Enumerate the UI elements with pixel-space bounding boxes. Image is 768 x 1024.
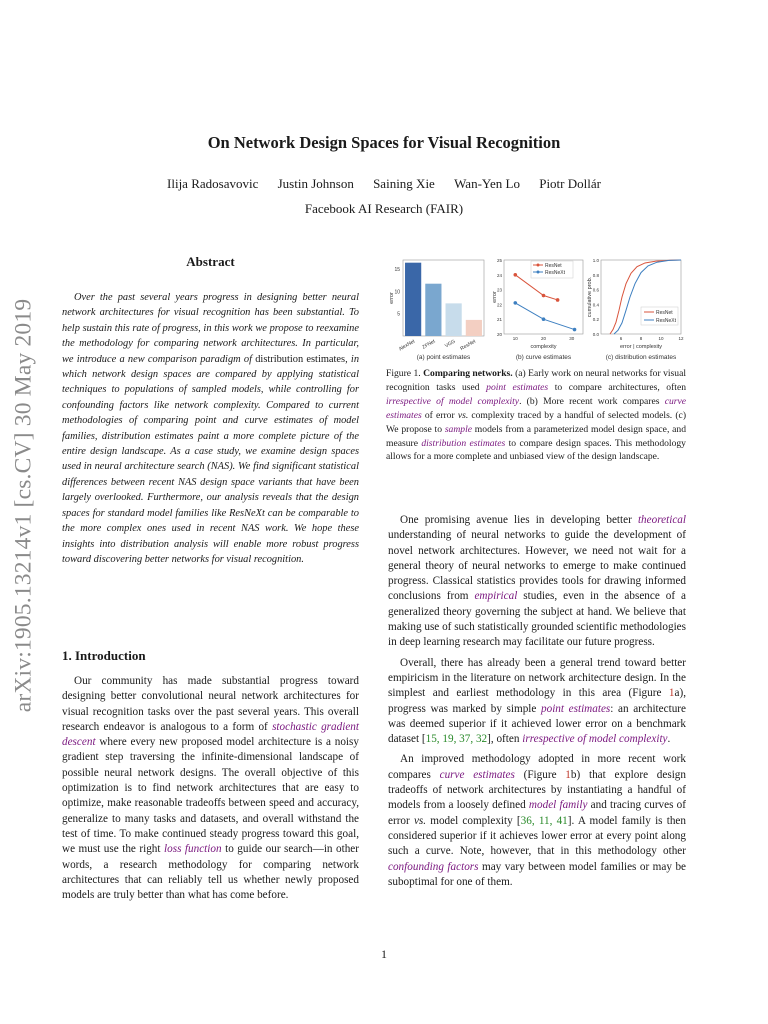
para-text: (Figure: [514, 768, 566, 781]
figure-1: [386, 252, 686, 364]
legend-label: ResNeXt: [656, 317, 677, 324]
paragraph: [388, 752, 686, 890]
x-tick-label: VGG: [443, 338, 457, 350]
y-tick-label: 25: [496, 258, 502, 263]
para-text: may vary between model families or may be suboptimal for one of them.: [388, 860, 686, 888]
para-emphasis: vs.: [413, 814, 427, 827]
abstract-emphasis: distribution estimates: [255, 353, 346, 365]
para-emphasis: point estimates: [541, 702, 611, 715]
para-emphasis: theoretical: [637, 514, 686, 526]
bar: [405, 263, 421, 336]
y-tick-label: 0.6: [592, 287, 599, 293]
intro-emphasis: loss function: [164, 843, 222, 856]
caption-text: models from a parameterized model design space, and measure: [386, 423, 686, 449]
abstract-body: [62, 290, 359, 567]
intro-text-part: where every new proposed model architecture is a noisy gradient step traversing the infinite-dimensional landscape of possible neural network designs. The overall objective of this optimization is to find network architectures that are easy to optimize, make reasonable tradeoffs between speed and accuracy, generalize to many tasks and datasets, and overall withstand the test of time. To make continued steady progress toward this goal, we must use the right: [62, 736, 359, 856]
para-text: One promising avenue lies in developing better: [400, 514, 638, 526]
x-axis-label: error | complexity: [619, 344, 663, 350]
para-text: : an architecture was deemed superior if it achieved lower error on a benchmark dataset [: [388, 702, 686, 746]
caption-emphasis: vs.: [457, 409, 469, 421]
caption-emphasis: curve estimates: [386, 395, 686, 421]
para-text: and tracing curves of error: [388, 799, 686, 827]
para-text: ]. A model family is then considered superior if it achieves lower error at every point along such a curve. Note, however, that in this methodology other: [388, 814, 686, 858]
caption-text: (a) Early work on neural networks for visual recognition tasks used: [386, 368, 686, 393]
y-tick-label: 1.0: [592, 258, 599, 263]
para-text: studies, even in the absence of a generalized theory governing the subject at hand. We believe that making use of such statistically grounded scientific methodologies in deep learning research may facilitate our future progress.: [388, 590, 686, 649]
data-point: [542, 317, 546, 321]
x-tick-label: AlexNet: [397, 338, 417, 353]
author: Piotr Dollár: [539, 176, 601, 191]
right-column-body: [388, 513, 686, 895]
caption-emphasis: distribution estimates: [421, 437, 506, 449]
figure-ref-link[interactable]: 1: [565, 768, 571, 781]
y-tick-label: 15: [394, 266, 400, 273]
paper-title: On Network Design Spaces for Visual Recognition: [207, 133, 561, 152]
figure-ref-link[interactable]: 1: [668, 687, 675, 700]
page-number: 1: [381, 947, 387, 961]
x-tick-label: 12: [678, 336, 684, 341]
caption-label: Figure 1.: [386, 368, 421, 379]
data-point: [573, 328, 577, 332]
paragraph: [388, 513, 686, 651]
caption-emphasis: sample: [444, 423, 472, 435]
citation-link[interactable]: 36, 11, 41: [520, 814, 568, 827]
y-tick-label: 23: [496, 287, 502, 293]
para-emphasis: irrespective of model complexity: [522, 733, 668, 746]
y-tick-label: 0.4: [592, 302, 599, 308]
bar: [466, 320, 482, 336]
para-text: b) that explore design tradeoffs of network architectures by instantiating a handful of models from a loosely defined: [388, 768, 686, 812]
panel-title: (c) distribution estimates: [605, 354, 677, 361]
para-emphasis: empirical: [474, 590, 518, 603]
caption-text: to compare architectures, often: [548, 381, 687, 393]
abstract-text-part: , in which network design spaces are compared by applying statistical techniques to populations of sampled models, while controlling for confounding factors like network complexity. Compared to current methodologies of comparing point and curve estimates of model families, distribution estimates paint a more complete picture of the entire design landscape. As a case study, we examine design spaces used in neural architecture search (NAS). We find significant statistical differences between recent NAS design space variants that have been largely overlooked. Furthermore, our analysis reveals that the design spaces for standard model families like ResNeXt can be comparable to the more complex ones used in recent NAS work. We hope these insights into distribution analysis will enable more robust progress toward discovering better networks for visual recognition.: [62, 353, 360, 565]
x-tick-label: 30: [569, 336, 575, 341]
para-emphasis: model family: [528, 799, 588, 812]
section-heading-introduction: 1. Introduction: [62, 648, 146, 663]
x-tick-label: 10: [658, 336, 664, 341]
y-tick-label: 0.8: [592, 272, 599, 278]
y-tick-label: 5: [397, 311, 400, 318]
caption-text: to compare design spaces. This methodology allows for a more complete and unbiased view of the design landscape.: [386, 437, 686, 463]
legend-label: ResNet: [545, 262, 562, 269]
y-tick-label: 24: [496, 272, 502, 278]
data-point: [542, 294, 546, 298]
para-text: ], often: [487, 733, 523, 746]
caption-text: of error: [421, 409, 458, 421]
x-tick-label: 10: [512, 336, 518, 341]
x-tick-label: ZFNet: [421, 338, 437, 351]
figure-1-charts: [386, 252, 686, 364]
para-text: understanding of neural networks to guide the development of novel network architectures. However, we need not wait for a general theory of neural networks to emerge to make continued progress. Classical statistics provides tools for drawing informed conclusions from: [388, 529, 686, 603]
x-tick-label: 6: [619, 336, 623, 341]
bar: [446, 303, 462, 336]
y-tick-label: 0.2: [592, 317, 599, 323]
intro-text-part: Our community has made substantial progress toward designing better convolutional neural network architectures for visual recognition tasks over the past several years. This overall research endeavor is analogous to a form of: [62, 675, 359, 733]
para-text: Overall, there has already been a general trend toward better empiricism in the literature on network architecture design. In the simplest and earliest methodology in this area (Figure: [388, 656, 686, 700]
y-axis-label: cumulative prob.: [587, 276, 593, 318]
legend-marker: [537, 264, 540, 267]
author-list: [0, 176, 768, 192]
caption-text: complexity traced by a handful of selected models. (c) We propose to: [386, 409, 687, 435]
series-line: [515, 275, 557, 300]
data-point: [513, 273, 517, 277]
y-tick-label: 10: [394, 289, 400, 296]
para-text: .: [667, 733, 671, 746]
y-tick-label: 0.0: [592, 332, 599, 337]
para-text: a), progress was marked by simple: [388, 687, 686, 715]
introduction-body: [62, 674, 359, 903]
panel-title: (b) curve estimates: [515, 354, 572, 361]
x-tick-label: 20: [540, 336, 547, 341]
citation-link[interactable]: 15, 19, 37, 32: [425, 733, 488, 746]
x-axis-label: complexity: [530, 344, 557, 350]
data-point: [556, 298, 560, 302]
abstract-heading: Abstract: [186, 254, 235, 269]
paragraph: [388, 656, 686, 748]
caption-emphasis: point estimates: [486, 381, 549, 393]
y-tick-label: 22: [496, 302, 502, 308]
caption-text: . (b) More recent work compares: [519, 395, 665, 407]
x-tick-label: ResNet: [459, 338, 477, 353]
para-text: model complexity [: [426, 814, 521, 827]
arxiv-stamp: [2, 270, 46, 740]
series-line: [515, 303, 574, 330]
y-axis-label: error: [389, 292, 395, 304]
intro-emphasis: stochastic gradient descent: [62, 720, 359, 749]
author: Wan-Yen Lo: [454, 176, 520, 191]
figure-1-caption: [386, 367, 686, 464]
caption-emphasis: irrespective of model complexity: [386, 395, 520, 407]
affiliation: Facebook AI Research (FAIR): [304, 201, 464, 216]
author: Justin Johnson: [277, 176, 354, 191]
y-axis-label: error: [492, 291, 498, 303]
legend-marker: [537, 271, 540, 274]
legend-label: ResNeXt: [545, 269, 566, 276]
legend-label: ResNet: [656, 309, 673, 316]
x-tick-label: 8: [639, 336, 643, 341]
para-text: An improved methodology adopted in more recent work compares: [388, 753, 686, 781]
panel-title: (a) point estimates: [416, 354, 471, 361]
caption-title: Comparing networks.: [423, 368, 513, 379]
abstract-text-part: Over the past several years progress in designing better neural network architectures for visual recognition has been substantial. To help sustain this rate of progress, in this work we propose to reexamine the methodology for comparing network architectures. In particular, we introduce a new comparison paradigm of: [62, 292, 359, 365]
intro-text-part: to guide our search—in other words, a research methodology for comparing network architectures that can reliably tell us whether newly proposed models are truly better than what has come before.: [62, 843, 360, 902]
arxiv-identifier: arXiv:1905.13214v1 [cs.CV] 30 May 2019: [10, 298, 37, 712]
y-tick-label: 21: [496, 317, 502, 323]
para-emphasis: confounding factors: [388, 860, 479, 873]
y-tick-label: 20: [496, 332, 502, 337]
para-emphasis: curve estimates: [439, 768, 515, 781]
bar: [425, 284, 441, 336]
author: Saining Xie: [373, 176, 435, 191]
data-point: [513, 301, 517, 305]
author: Ilija Radosavovic: [167, 176, 259, 191]
